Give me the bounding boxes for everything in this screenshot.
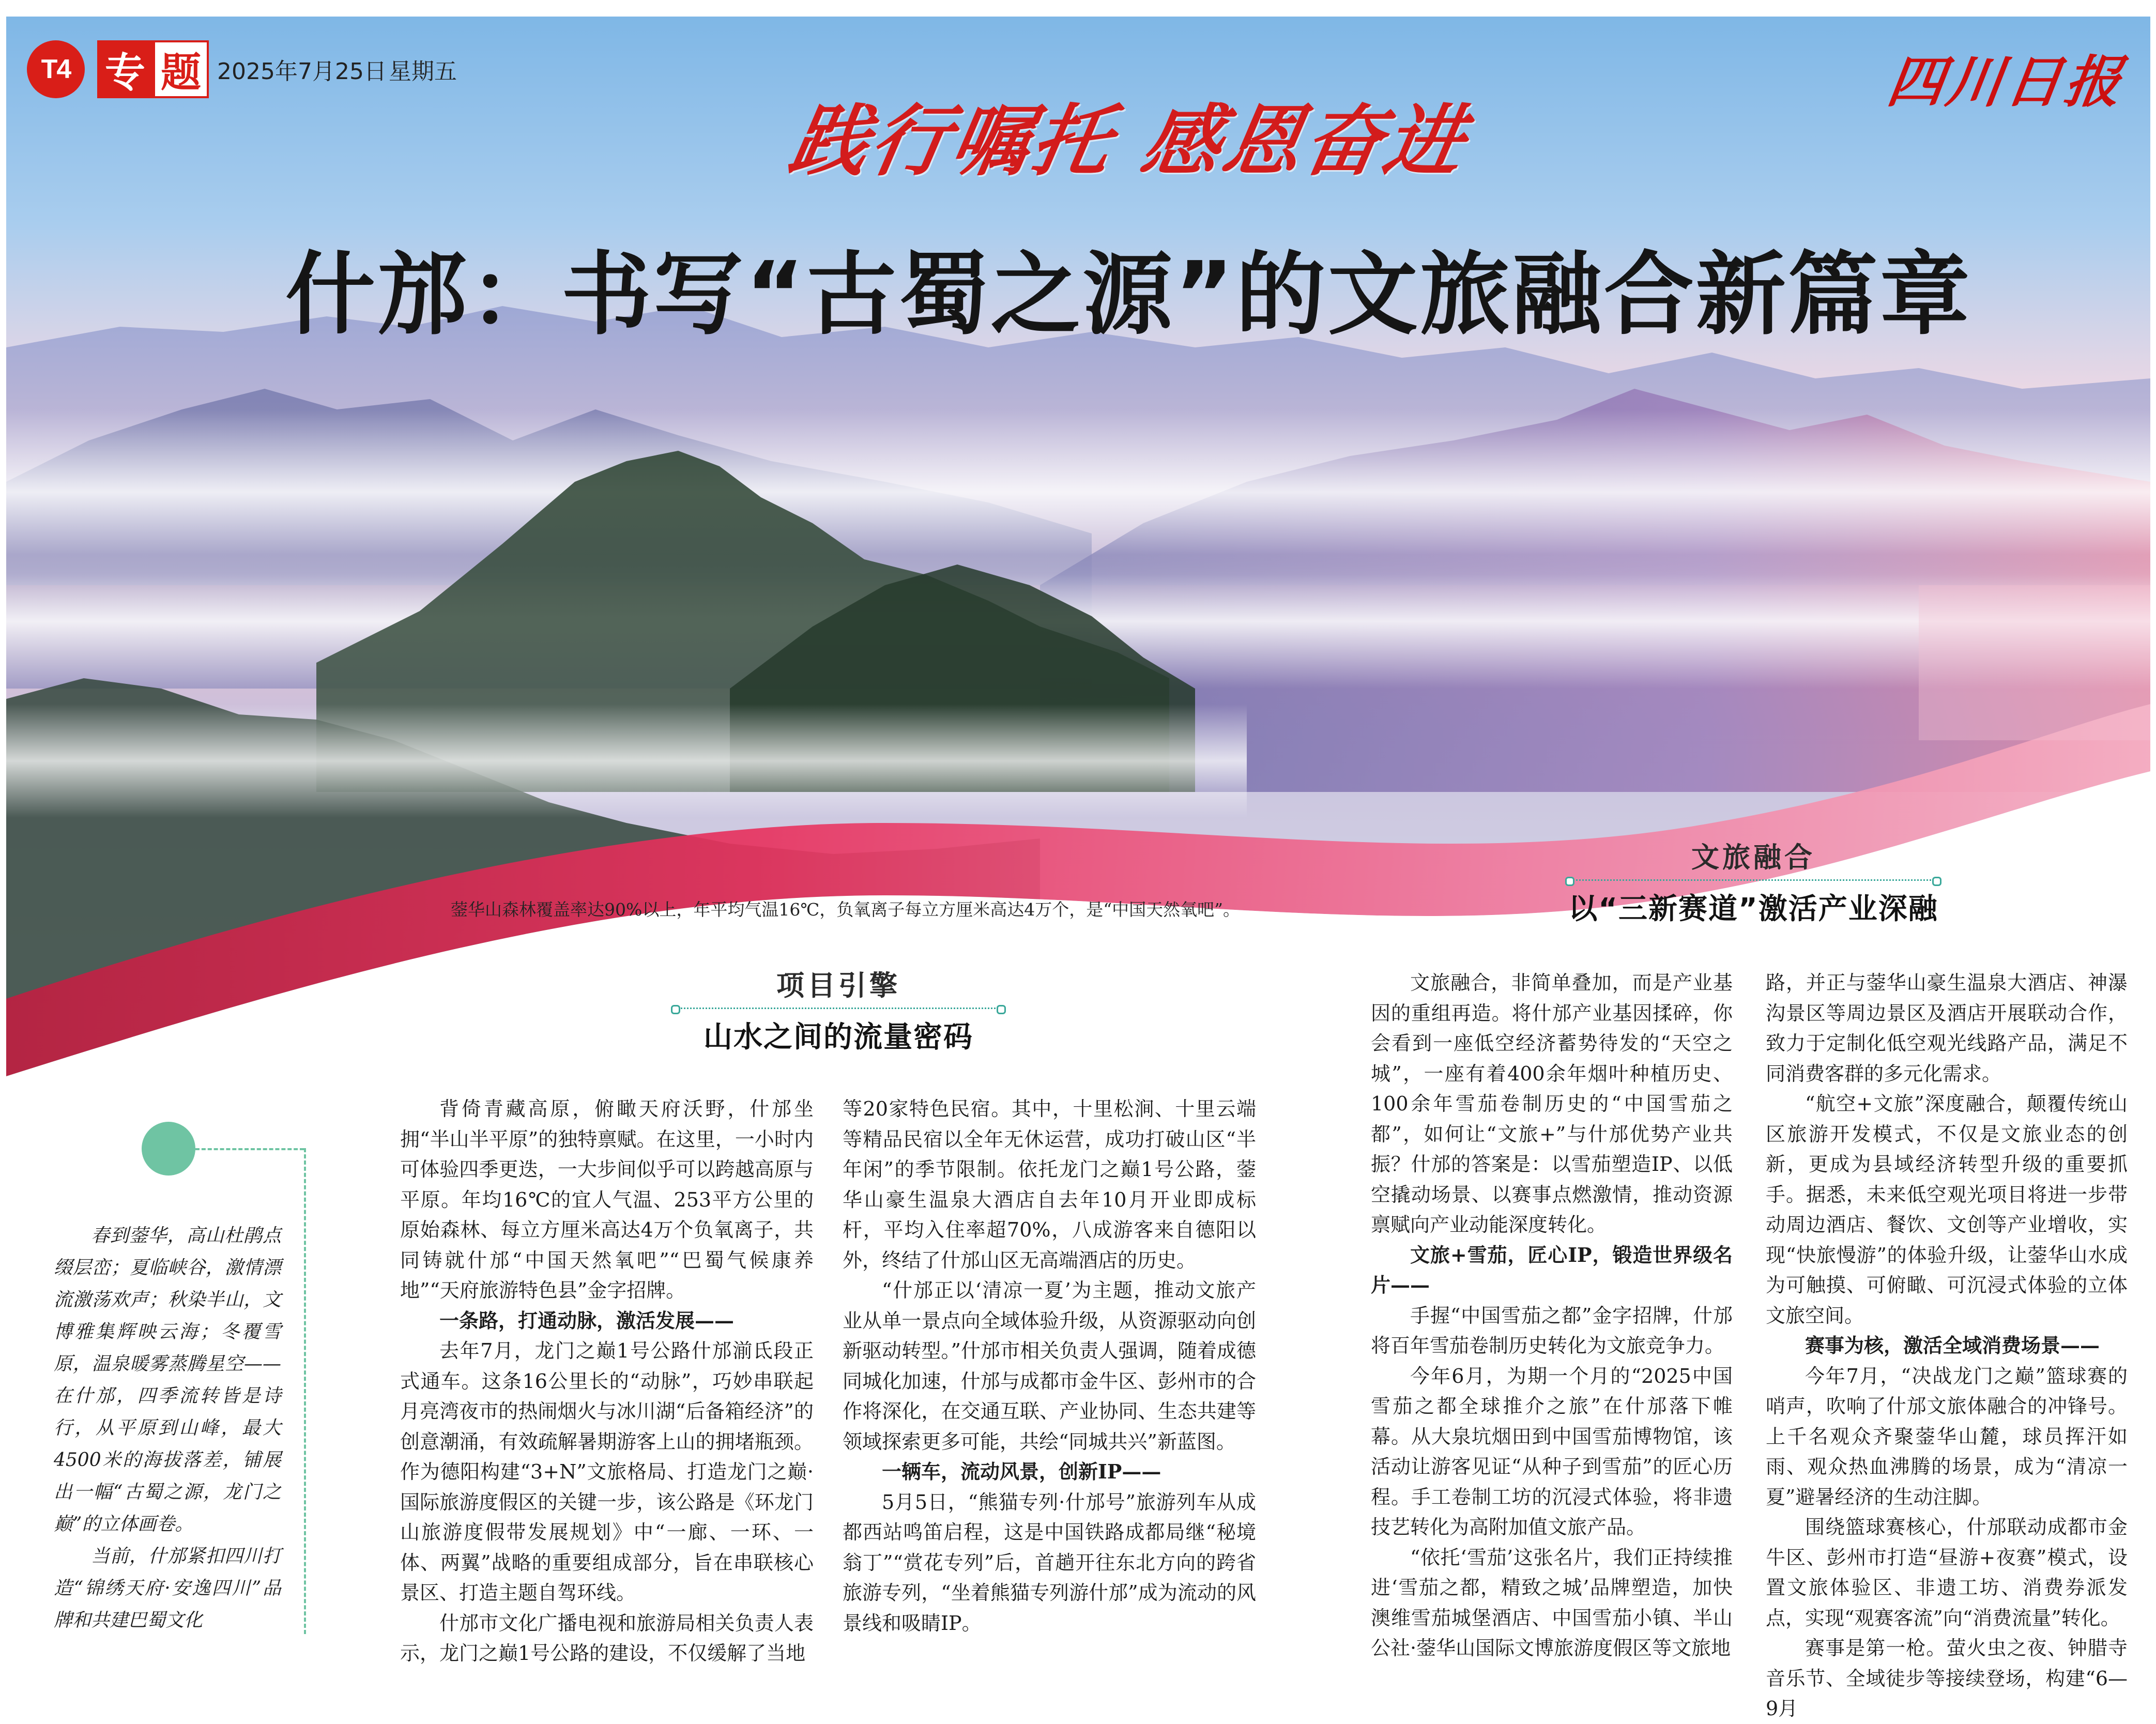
article-paragraph: 手握“中国雪茄之都”金字招牌，什邡将百年雪茄卷制历史转化为文旅竞争力。 [1371,1304,1733,1357]
article-paragraph: “航空+文旅”深度融合，颠覆传统山区旅游开发模式，不仅是文旅业态的创新，更成为县域经济转型升级的重要抓手。据悉，未来低空观光项目将进一步带动周边酒店、餐饮、文创等产业增收，实现“快旅慢游”的体验升级，让蓥华山水成为可触摸、可俯瞰、可沉浸式体验的立体文旅空间。 [1766,1092,2128,1327]
article-subheading: 文旅+雪茄，匠心IP，锻造世界级名片—— [1371,1243,1733,1296]
page-number-badge: T4 [27,40,85,98]
newspaper-masthead-logo: 四川日报 [1883,50,2129,115]
issue-weekday: 星期五 [389,58,457,85]
lead-paragraph: 当前，什邡紧扣四川打造“锦绣天府·安逸四川”品牌和共建巴蜀文化 [54,1546,281,1631]
section-divider [678,1008,999,1009]
section-title: 山水之间的流量密码 [704,1020,973,1054]
article-paragraph: “什邡正以‘清凉一夏’为主题，推动文旅产业从单一景点向全域体验升级，从资源驱动向创新驱动转型。”什邡市相关负责人强调，随着成德同城化加速，什邡与成都市金牛区、彭州市的合作将深化，在交通互联、产业协同、生态共建等领域探索更多可能，共绘“同城共兴”新蓝图。 [843,1279,1256,1453]
article-paragraph: 今年7月，“决战龙门之巅”篮球赛的哨声，吹响了什邡文旅体融合的冲锋号。上千名观众齐聚蓥华山麓，球员挥汗如雨、观众热血沸腾的场景，成为“清凉一夏”避暑经济的生动注脚。 [1766,1364,2128,1508]
section-label [97,40,209,98]
article-column-2 [843,1094,1256,1635]
lead-text [54,1220,281,1637]
article-column-3 [1371,968,1733,1659]
article-paragraph: 等20家特色民宿。其中，十里松涧、十里云端等精品民宿以全年无休运营，成功打破山区“半年闲”的季节限制。依托龙门之巅1号公路，蓥华山豪生温泉大酒店自去年10月开业即成标杆，平均入住率超70%，八成游客来自德阳以外，终结了什邡山区无高端酒店的历史。 [843,1097,1256,1272]
page-headline: 什邡：书写“古蜀之源”的文旅融合新篇章 [285,242,1972,347]
decorative-dashed-line [195,1148,304,1150]
issue-date: 2025年7月25日 [217,58,387,85]
section-label-char: 题 [153,40,209,98]
section-label-char: 专 [97,40,153,98]
article-paragraph: 文旅融合，非简单叠加，而是产业基因的重组再造。将什邡产业基因揉碎，你会看到一座低空经济蓄势待发的“天空之城”，一座有着400余年烟叶种植历史、100余年雪茄卷制历史的“中国雪茄之都”，如何让“文旅+”与什邡优势产业共振？什邡的答案是：以雪茄塑造IP、以低空撬动场景、以赛事点燃激情，推动资源禀赋向产业动能深度转化。 [1371,971,1733,1236]
article-paragraph: 赛事是第一枪。萤火虫之夜、钟腊寺音乐节、全域徒步等接续登场，构建“6—9月 [1766,1637,2128,1720]
section-heading-culture [1567,835,1939,927]
article-paragraph: 5月5日，“熊猫专列·什邡号”旅游列车从成都西站鸣笛启程，这是中国铁路成都局继“秘境翁丁”“赏花专列”后，首趟开往东北方向的跨省旅游专列，“坐着熊猫专列游什邡”成为流动的风景线和吸睛IP。 [843,1490,1256,1635]
photo-caption: 蓥华山森林覆盖率达90%以上，年平均气温16℃，负氧离子每立方厘米高达4万个，是“中国天然氧吧”。 [451,899,1240,920]
campaign-slogan: 践行嘱托 感恩奋进 [783,96,1474,187]
article-subheading: 赛事为核，激活全域消费场景—— [1805,1334,2100,1357]
article-paragraph: 围绕篮球赛核心，什邡联动成都市金牛区、彭州市打造“昼游+夜赛”模式，设置文旅体验区、非遗工坊、消费券派发点，实现“观赛客流”向“消费流量”转化。 [1766,1516,2128,1629]
article-subheading: 一辆车，流动风景，创新IP—— [882,1460,1161,1483]
decorative-dashed-line [304,1148,306,1634]
article-paragraph: 去年7月，龙门之巅1号公路什邡湔氐段正式通车。这条16公里长的“动脉”，巧妙串联起月亮湾夜市的热闹烟火与冰川湖“后备箱经济”的创意潮涌，有效疏解暑期游客上山的拥堵瓶颈。作为德阳构建“3+N”文旅格局、打造龙门之巅·国际旅游度假区的关键一步，该公路是《环龙门山旅游度假带发展规划》中“一廊、一环、一体、两翼”战略的重要组成部分，旨在串联核心景区、打造主题自驾环线。 [400,1339,814,1604]
section-divider [1572,879,1934,881]
decorative-dot [142,1122,195,1176]
article-subheading: 一条路，打通动脉，激活发展—— [439,1308,735,1332]
article-paragraph: 今年6月，为期一个月的“2025中国雪茄之都全球推介之旅”在什邡落下帷幕。从大泉坑烟田到中国雪茄博物馆，该活动让游客见证“从种子到雪茄”的匠心历程。手工卷制工坊的沉浸式体验，将非遗技艺转化为高附加值文旅产品。 [1371,1364,1733,1538]
lead-paragraph: 春到蓥华，高山杜鹃点缀层峦；夏临峡谷，激情漂流激荡欢声；秋染半山，文博雅集辉映云海；冬覆雪原，温泉暖雾蒸腾星空——在什邡，四季流转皆是诗行，从平原到山峰，最大4500米的海拔落差，铺展出一幅“古蜀之源，龙门之巅”的立体画卷。 [54,1225,281,1535]
lead-sidebar [54,1122,283,1631]
section-kicker: 文旅融合 [1691,841,1815,874]
newspaper-page [6,17,2150,1720]
article-paragraph: 路，并正与蓥华山豪生温泉大酒店、神瀑沟景区等周边景区及酒店开展联动合作，致力于定制化低空观光线路产品，满足不同消费客群的多元化需求。 [1766,971,2128,1085]
article-paragraph: 背倚青藏高原，俯瞰天府沃野，什邡坐拥“半山半平原”的独特禀赋。在这里，一小时内可体验四季更迭，一大步间似乎可以跨越高原与平原。年均16℃的宜人气温、253平方公里的原始森林、每立方厘米高达4万个负氧离子，共同铸就什邡“中国天然氧吧”“巴蜀气候康养地”“天府旅游特色县”金字招牌。 [400,1097,814,1302]
section-heading-project [673,964,1004,1056]
section-kicker: 项目引擎 [776,969,900,1002]
article-paragraph: “依托‘雪茄’这张名片，我们正持续推进‘雪茄之都，精致之城’品牌塑造，加快澳维雪茄城堡酒店、中国雪茄小镇、半山公社·蓥华山国际文博旅游度假区等文旅地 [1371,1546,1733,1659]
section-title: 以“三新赛道”激活产业深融 [1568,892,1938,926]
article-column-1 [400,1094,814,1665]
article-paragraph: 什邡市文化广播电视和旅游局相关负责人表示，龙门之巅1号公路的建设，不仅缓解了当地 [400,1611,814,1665]
article-column-4 [1766,968,2128,1720]
